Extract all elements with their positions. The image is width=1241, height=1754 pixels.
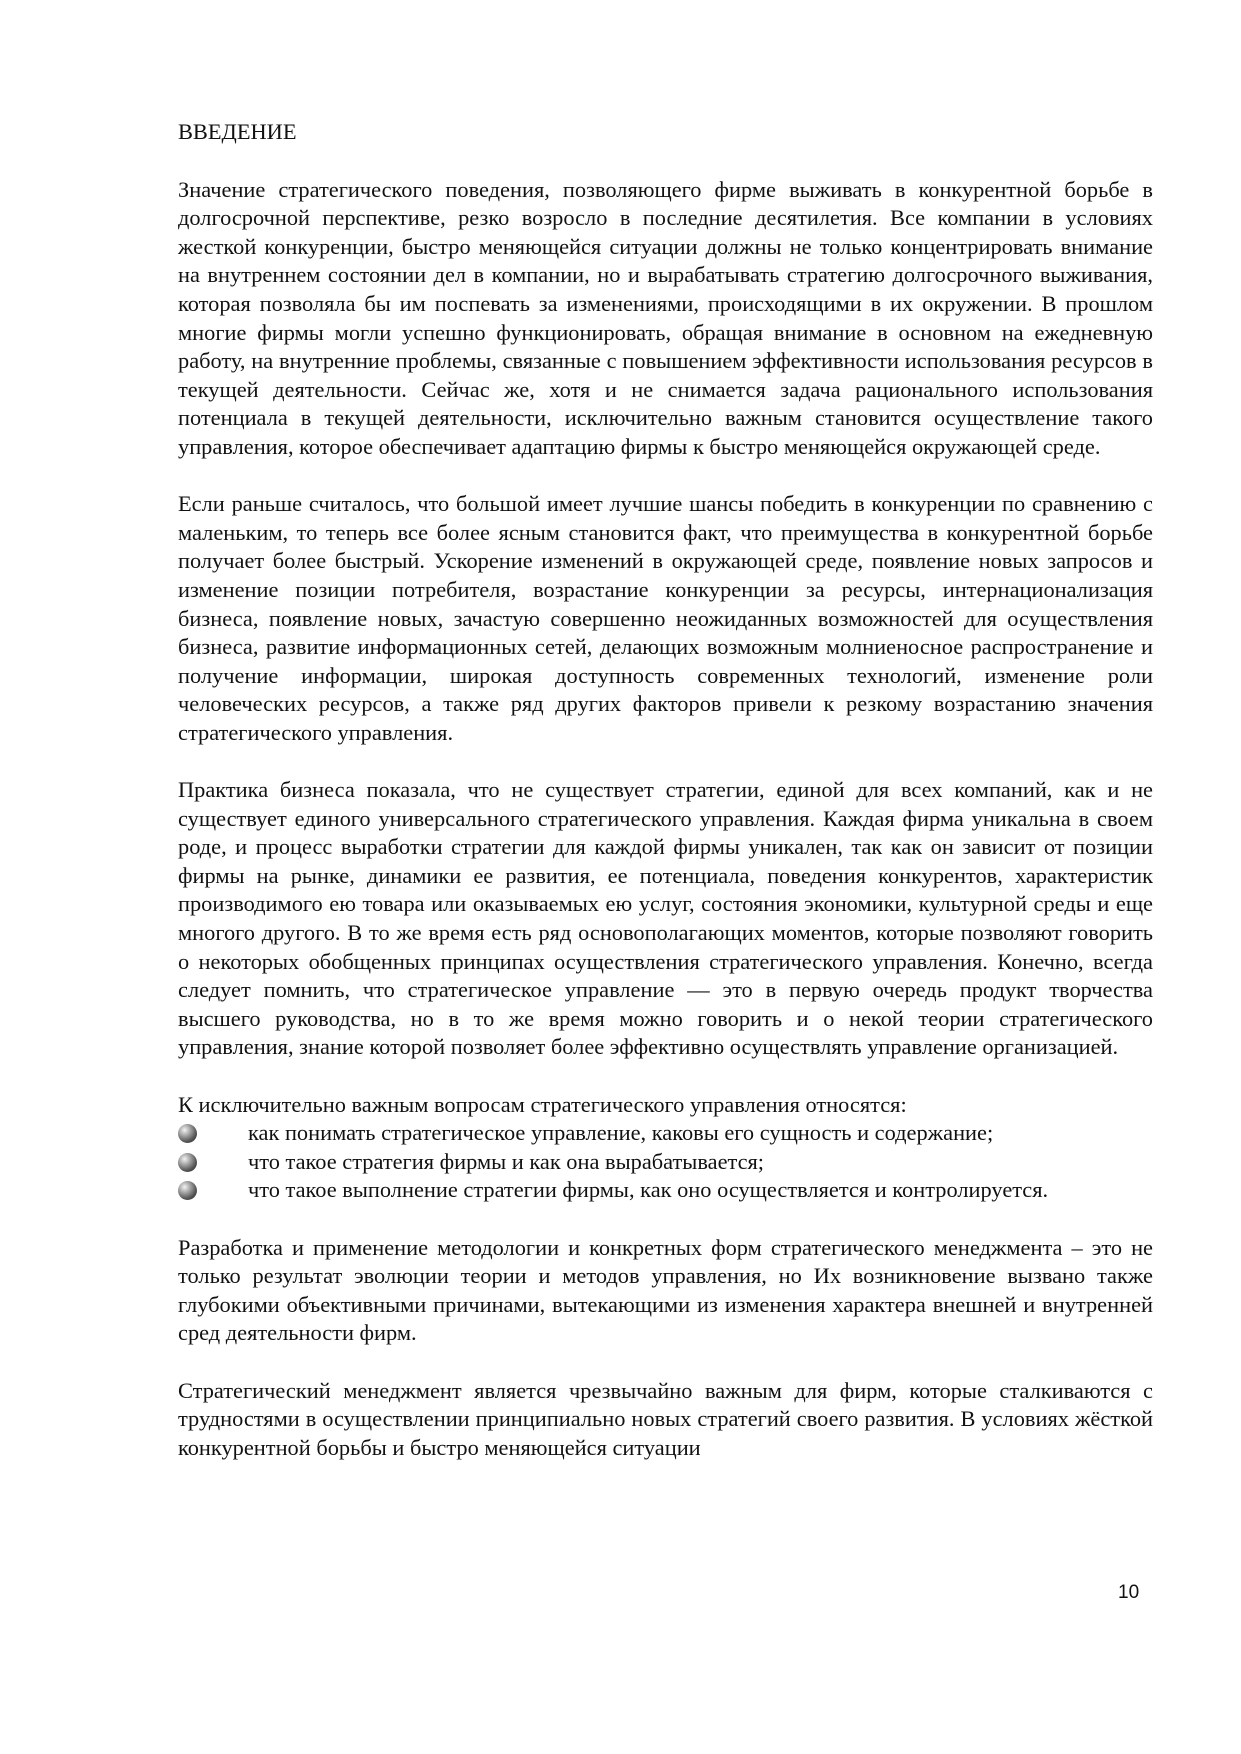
paragraph-1: Значение стратегического поведения, позволяющего фирме выживать в конкурентной борьбе в долгосрочной перспективе, резко возросло в последние десятилетия. Все компании в условиях жесткой конкуренции, быстро меняющейся ситуации должны не только концентрировать внимание на внутреннем состоянии дел в компании, но и вырабатывать стратегию долгосрочного выживания, которая позволяла бы им поспевать за изменениями, происходящими в их окружении. В прошлом многие фирмы могли успешно функционировать, обращая внимание в основном на ежедневную работу, на внутренние проблемы, связанные с повышением эффективности использования ресурсов в текущей деятельности. Сейчас же, хотя и не снимается задача рационального использования потенциала в текущей деятельности, исключительно важным становится осуществление такого управления, которое обеспечивает адаптацию фирмы к быстро меняющейся окружающей среде. (178, 176, 1153, 459)
paragraph-3: Практика бизнеса показала, что не существует стратегии, единой для всех компаний, как и не существует единого универсального стратегического управления. Каждая фирма уникальна в своем роде, и процесс выработки стратегии для каждой фирмы уникален, так как он зависит от позиции фирмы на рынке, динамики ее развития, ее потенциала, поведения конкурентов, характеристик производимого ею товара или оказываемых ею услуг, состояния экономики, культурной среды и еще многого другого. В то же время есть ряд основополагающих моментов, которые позволяют говорить о некоторых обобщенных принципах осуществления стратегического управления. Конечно, всегда следует помнить, что стратегическое управление — это в первую очередь продукт творчества высшего руководства, но в то же время можно говорить и о некой теории стратегического управления, знание которой позволяет более эффективно осуществлять управление организацией. (178, 777, 1153, 1060)
list-item (178, 1119, 1153, 1148)
page-content (178, 118, 1153, 1462)
page-number: 10 (1118, 1582, 1140, 1603)
list-item-text: как понимать стратегическое управление, каковы его сущность и содержание; (248, 1120, 994, 1146)
bullet-list (178, 1119, 1153, 1205)
paragraph-4: Разработка и применение методологии и конкретных форм стратегического менеджмента – это не только результат эволюции теории и методов управления, но Их возникновение вызвано также глубокими объективными причинами, вытекающими из изменения характера внешней и внутренней сред деятельности фирм. (178, 1234, 1153, 1346)
sphere-bullet-icon (178, 1181, 197, 1200)
list-item (178, 1176, 1153, 1205)
paragraph-5: Стратегический менеджмент является чрезвычайно важным для фирм, которые сталкиваются с трудностями в осуществлении принципиально новых стратегий своего развития. В условиях жёсткой конкурентной борьбы и быстро меняющейся ситуации (178, 1377, 1153, 1460)
list-item-text: что такое выполнение стратегии фирмы, как оно осуществляется и контролируется. (248, 1177, 1049, 1203)
list-item (178, 1148, 1153, 1177)
list-item-text: что такое стратегия фирмы и как она вырабатывается; (248, 1148, 765, 1174)
sphere-bullet-icon (178, 1153, 197, 1172)
section-heading: ВВЕДЕНИЕ (178, 119, 297, 144)
sphere-bullet-icon (178, 1124, 197, 1143)
list-intro: К исключительно важным вопросам стратегического управления относятся: (178, 1091, 907, 1117)
paragraph-2: Если раньше считалось, что большой имеет лучшие шансы победить в конкуренции по сравнению с маленьким, то теперь все более ясным становится факт, что преимущества в конкурентной борьбе получает более быстрый. Ускорение изменений в окружающей среде, появление новых запросов и изменение позиции потребителя, возрастание конкуренции за ресурсы, интернационализация бизнеса, появление новых, зачастую совершенно неожиданных возможностей для осуществления бизнеса, развитие информационных сетей, делающих возможным молниеносное распространение и получение информации, широкая доступность современных технологий, изменение роли человеческих ресурсов, а также ряд других факторов привели к резкому возрастанию значения стратегического управления. (178, 491, 1153, 745)
